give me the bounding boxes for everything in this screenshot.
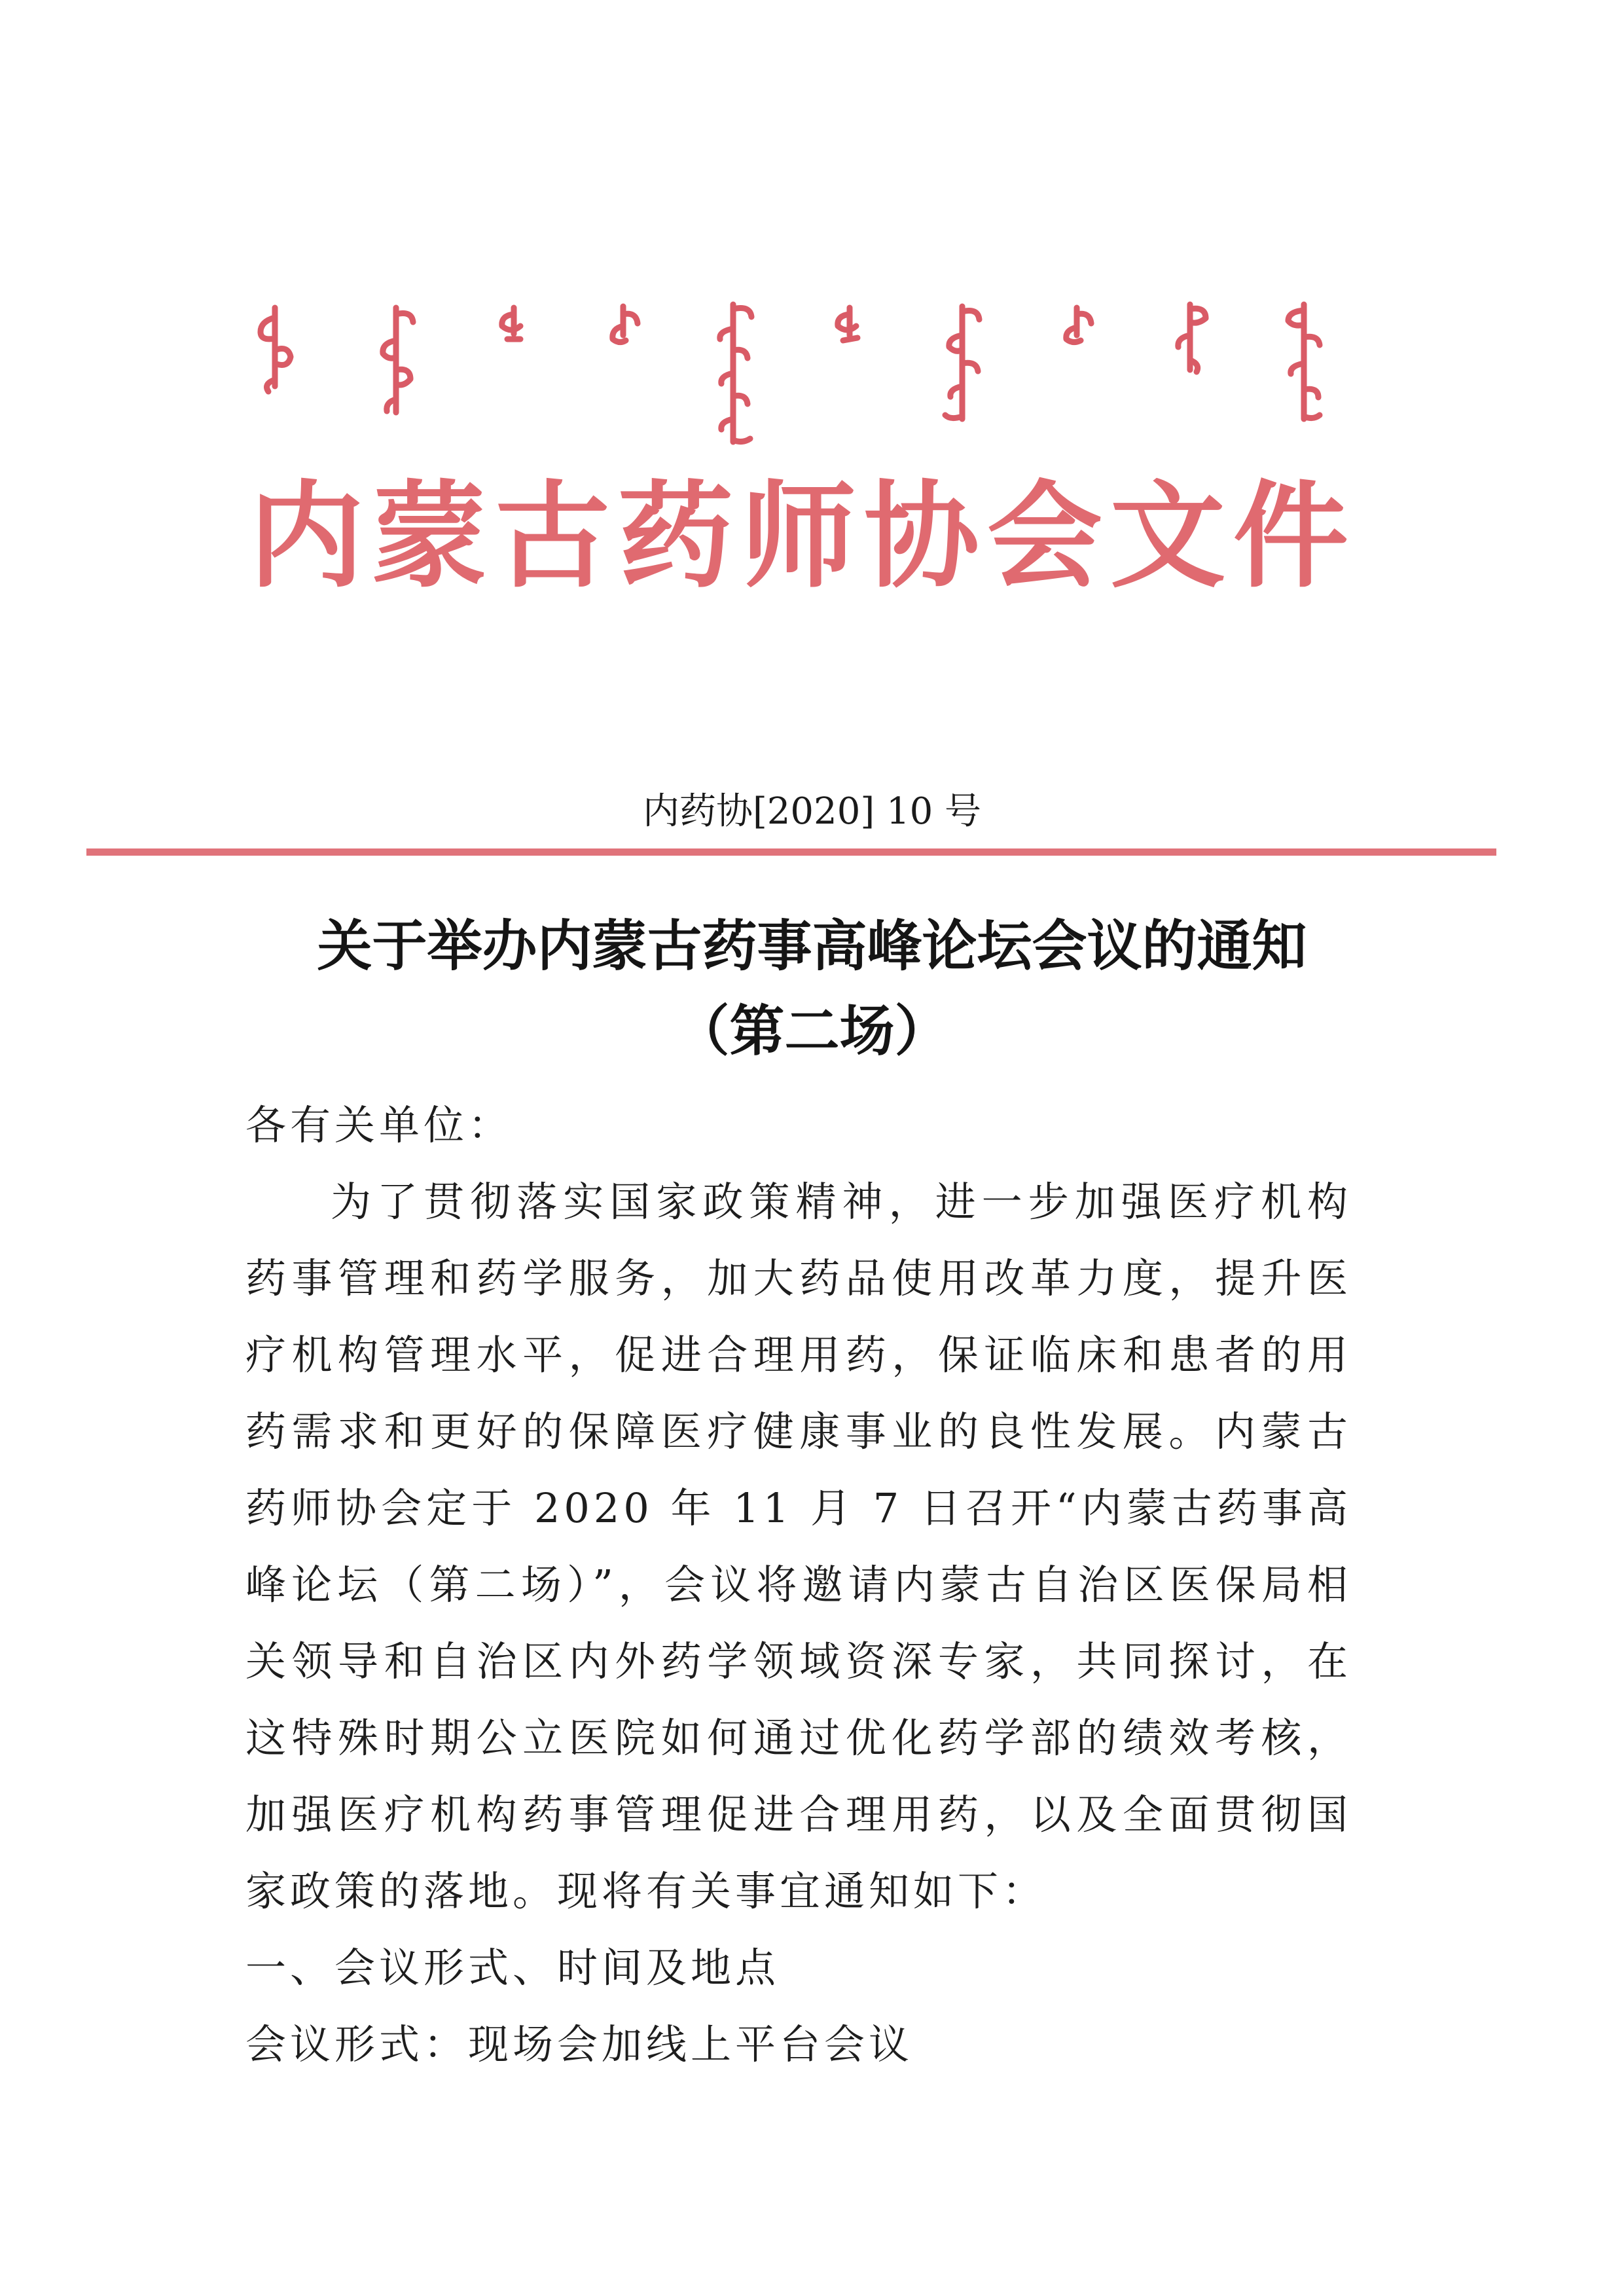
notice-title-line1: 关于举办内蒙古药事高峰论坛会议的通知 <box>317 914 1307 978</box>
mongolian-word-7 <box>945 306 979 419</box>
section-heading: 一、会议形式、时间及地点 <box>245 1944 780 1992</box>
letterhead-char: 药 <box>617 469 733 604</box>
notice-title-line2: （第二场） <box>674 999 950 1063</box>
letterhead-char: 会 <box>986 469 1102 604</box>
letterhead-char: 件 <box>1233 469 1348 604</box>
mongolian-script-header <box>249 288 1348 452</box>
meeting-form-line: 会议形式：现场会加线上平台会议 <box>245 2020 914 2068</box>
mongolian-word-2 <box>383 308 413 412</box>
document-number: 内药协[2020] 10 号 <box>642 790 982 833</box>
letterhead-char: 内 <box>249 469 365 604</box>
mongolian-word-9 <box>1178 304 1206 372</box>
letterhead-char: 协 <box>863 469 979 604</box>
notice-body <box>245 1087 1352 2083</box>
mongolian-word-3 <box>502 308 520 339</box>
mongolian-word-1 <box>261 308 291 392</box>
letterhead-char: 蒙 <box>371 469 487 604</box>
letterhead-title <box>249 465 1348 609</box>
letterhead-char: 师 <box>740 469 856 604</box>
mongolian-word-10 <box>1288 304 1320 419</box>
salutation: 各有关单位： <box>245 1101 513 1149</box>
letterhead-char: 文 <box>1110 469 1225 604</box>
letterhead-char: 古 <box>494 469 610 604</box>
mongolian-word-4 <box>613 306 638 342</box>
mongolian-word-5 <box>720 304 751 442</box>
mongolian-word-8 <box>1066 308 1091 342</box>
mongolian-word-6 <box>838 308 857 340</box>
body-paragraph: 为了贯彻落实国家政策精神，进一步加强医疗机构药事管理和药学服务，加大药品使用改革力度，提升医疗机构管理水平，促进合理用药，保证临床和患者的用药需求和更好的保障医疗健康事业的良性发展。内蒙古药师协会定于 2020 年 11 月 7 日召开“内蒙古药事高峰论坛（第二场）”，会议将邀请内蒙古自治区医保局相关领导和自治区内外药学领域资深专家，共同探讨，在这特殊时期公立医院如何通过优化药学部的绩效考核，加强医疗机构药事管理促进合理用药，以及全面贯彻国家政策的落地。现将有关事宜通知如下： <box>245 1178 1352 1915</box>
red-divider <box>86 848 1496 856</box>
